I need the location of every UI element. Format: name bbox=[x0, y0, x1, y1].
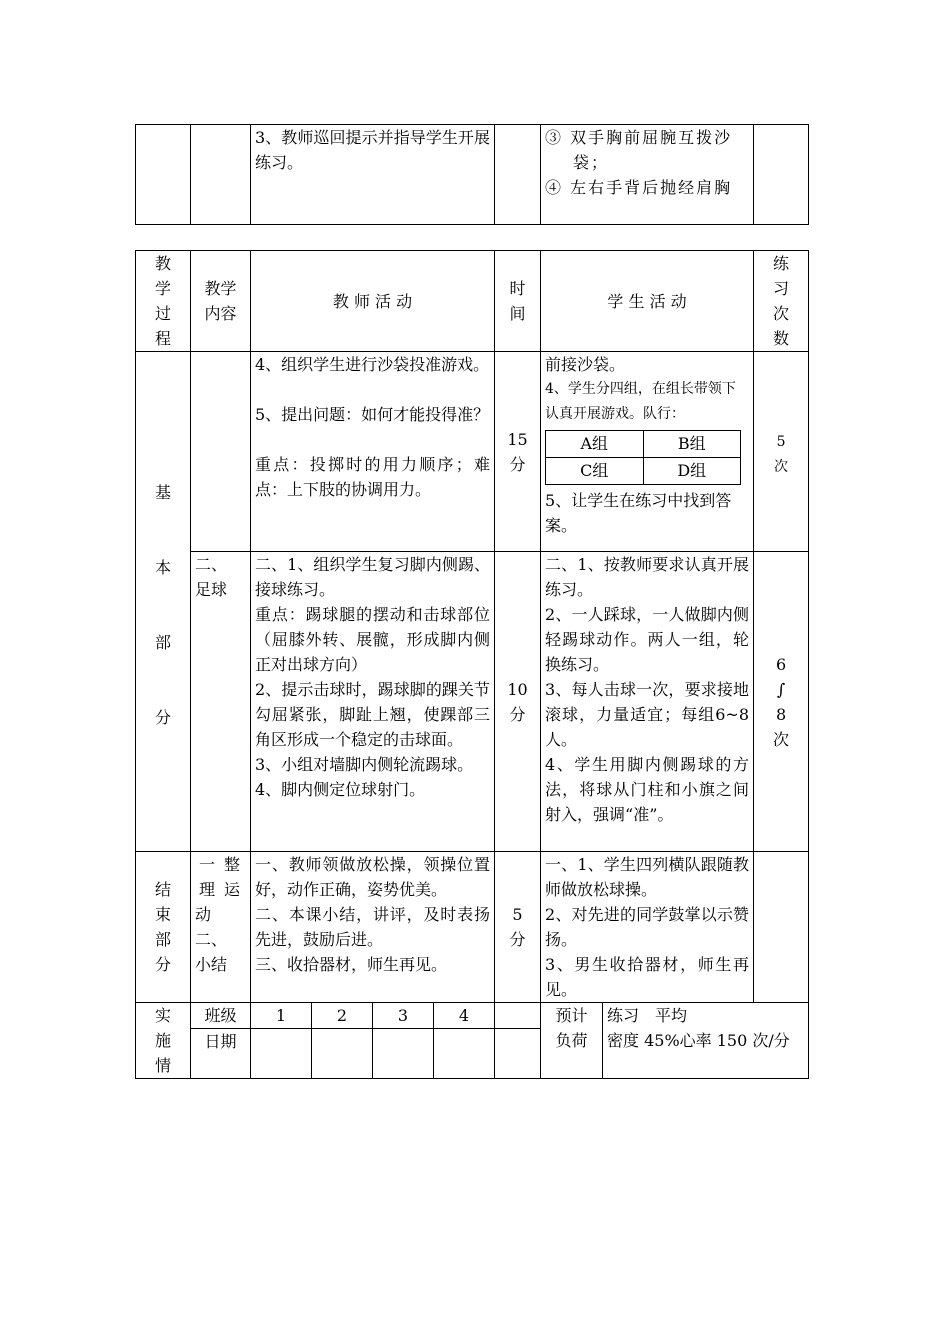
cell-empty bbox=[754, 125, 809, 225]
group-formation-table bbox=[545, 430, 741, 485]
group-cell: A组 bbox=[546, 431, 644, 458]
teacher-activity-football: 二、1、组织学生复习脚内侧踢、接球练习。 重点：踢球腿的摆动和击球部位（屈膝外转、展髋，形成脚内侧正对出球方向） 2、提示击球时，踢球脚的踝关节勾屈紧张，脚趾上翘，使踝部三角区形成一个稳定的击球面。 3、小组对墙脚内侧轮流踢球。 4、脚内侧定位球射门。 bbox=[251, 552, 495, 852]
student-activity-end: 一、1、学生四列横队跟随教师做放松球操。 2、对先进的同学鼓掌以示赞扬。 3、男生收拾器材，师生再见。 bbox=[541, 852, 754, 1003]
header-process: 教 学 过 程 bbox=[136, 251, 191, 352]
section-label-basic: 基 本 部 分 bbox=[136, 352, 191, 852]
content-football: 二、 足球 bbox=[191, 552, 251, 852]
section-label-implementation: 实 施 情 bbox=[136, 1003, 191, 1079]
group-cell: D组 bbox=[643, 458, 741, 485]
time-football: 10 分 bbox=[495, 552, 541, 852]
header-content: 教学 内容 bbox=[191, 251, 251, 352]
top-continuation-table bbox=[135, 124, 809, 225]
time-basic-1: 15 分 bbox=[495, 352, 541, 552]
header-teacher-activity: 教 师 活 动 bbox=[251, 251, 495, 352]
lesson-plan-table bbox=[135, 250, 809, 1079]
content-cell-empty bbox=[191, 352, 251, 552]
date-cell bbox=[312, 1029, 373, 1079]
load-detail: 练习 平均 密度 45%心率 150 次/分 bbox=[603, 1003, 809, 1079]
cell-empty bbox=[191, 125, 251, 225]
impl-empty bbox=[495, 1003, 541, 1029]
count-end-empty bbox=[754, 852, 809, 1003]
teacher-activity-cell bbox=[251, 125, 495, 225]
class-number: 3 bbox=[373, 1003, 434, 1029]
teacher-activity-text: 3、教师巡回提示并指导学生开展练习。 bbox=[255, 128, 490, 172]
load-label: 预计 负荷 bbox=[541, 1003, 603, 1079]
group-cell: C组 bbox=[546, 458, 644, 485]
class-number: 2 bbox=[312, 1003, 373, 1029]
header-time: 时 间 bbox=[495, 251, 541, 352]
impl-empty bbox=[495, 1029, 541, 1079]
student-item: ③ 双手胸前屈腕互拨沙袋； bbox=[545, 128, 733, 172]
teacher-activity-end: 一、教师领做放松操，领操位置好，动作正确，姿势优美。 二、本课小结，讲评，及时表扬先进，鼓励后进。 三、收拾器材，师生再见。 bbox=[251, 852, 495, 1003]
section-label-end: 结 束 部 分 bbox=[136, 852, 191, 1003]
header-practice-count: 练 习 次 数 bbox=[754, 251, 809, 352]
header-student-activity: 学 生 活 动 bbox=[541, 251, 754, 352]
date-cell bbox=[373, 1029, 434, 1079]
group-cell: B组 bbox=[643, 431, 741, 458]
cell-empty bbox=[136, 125, 191, 225]
student-activity-football: 二、1、按教师要求认真开展练习。 2、一人踩球，一人做脚内侧轻踢球动作。两人一组，轮换练习。 3、每人击球一次，要求接地滚球，力量适宜；每组6~8人。 4、学生用脚内侧踢球的方法，将球从门柱和小旗之间射入，强调“准”。 bbox=[541, 552, 754, 852]
student-activity-cell bbox=[541, 125, 754, 225]
class-label: 班级 bbox=[191, 1003, 251, 1029]
student-item: ④ 左右手背后抛经肩胸 bbox=[545, 178, 733, 197]
student-activity-basic-1: 前接沙袋。 4、学生分四组，在组长带领下认真开展游戏。队行： A组 B组 C组 D组 5、让学生在练习中找到答案。 bbox=[541, 352, 754, 552]
date-label: 日期 bbox=[191, 1029, 251, 1079]
teacher-activity-basic-1: 4、组织学生进行沙袋投准游戏。 5、提出问题：如何才能投得准？ 重点：投掷时的用力顺序；难点：上下肢的协调用力。 bbox=[251, 352, 495, 552]
time-end: 5 分 bbox=[495, 852, 541, 1003]
class-number: 4 bbox=[434, 1003, 495, 1029]
cell-empty bbox=[495, 125, 541, 225]
count-football: 6 ∫ 8 次 bbox=[754, 552, 809, 852]
count-basic-1: 5 次 bbox=[754, 352, 809, 552]
class-number: 1 bbox=[251, 1003, 312, 1029]
content-end: 一 整 理 运 动 二、 小结 bbox=[191, 852, 251, 1003]
date-cell bbox=[434, 1029, 495, 1079]
date-cell bbox=[251, 1029, 312, 1079]
